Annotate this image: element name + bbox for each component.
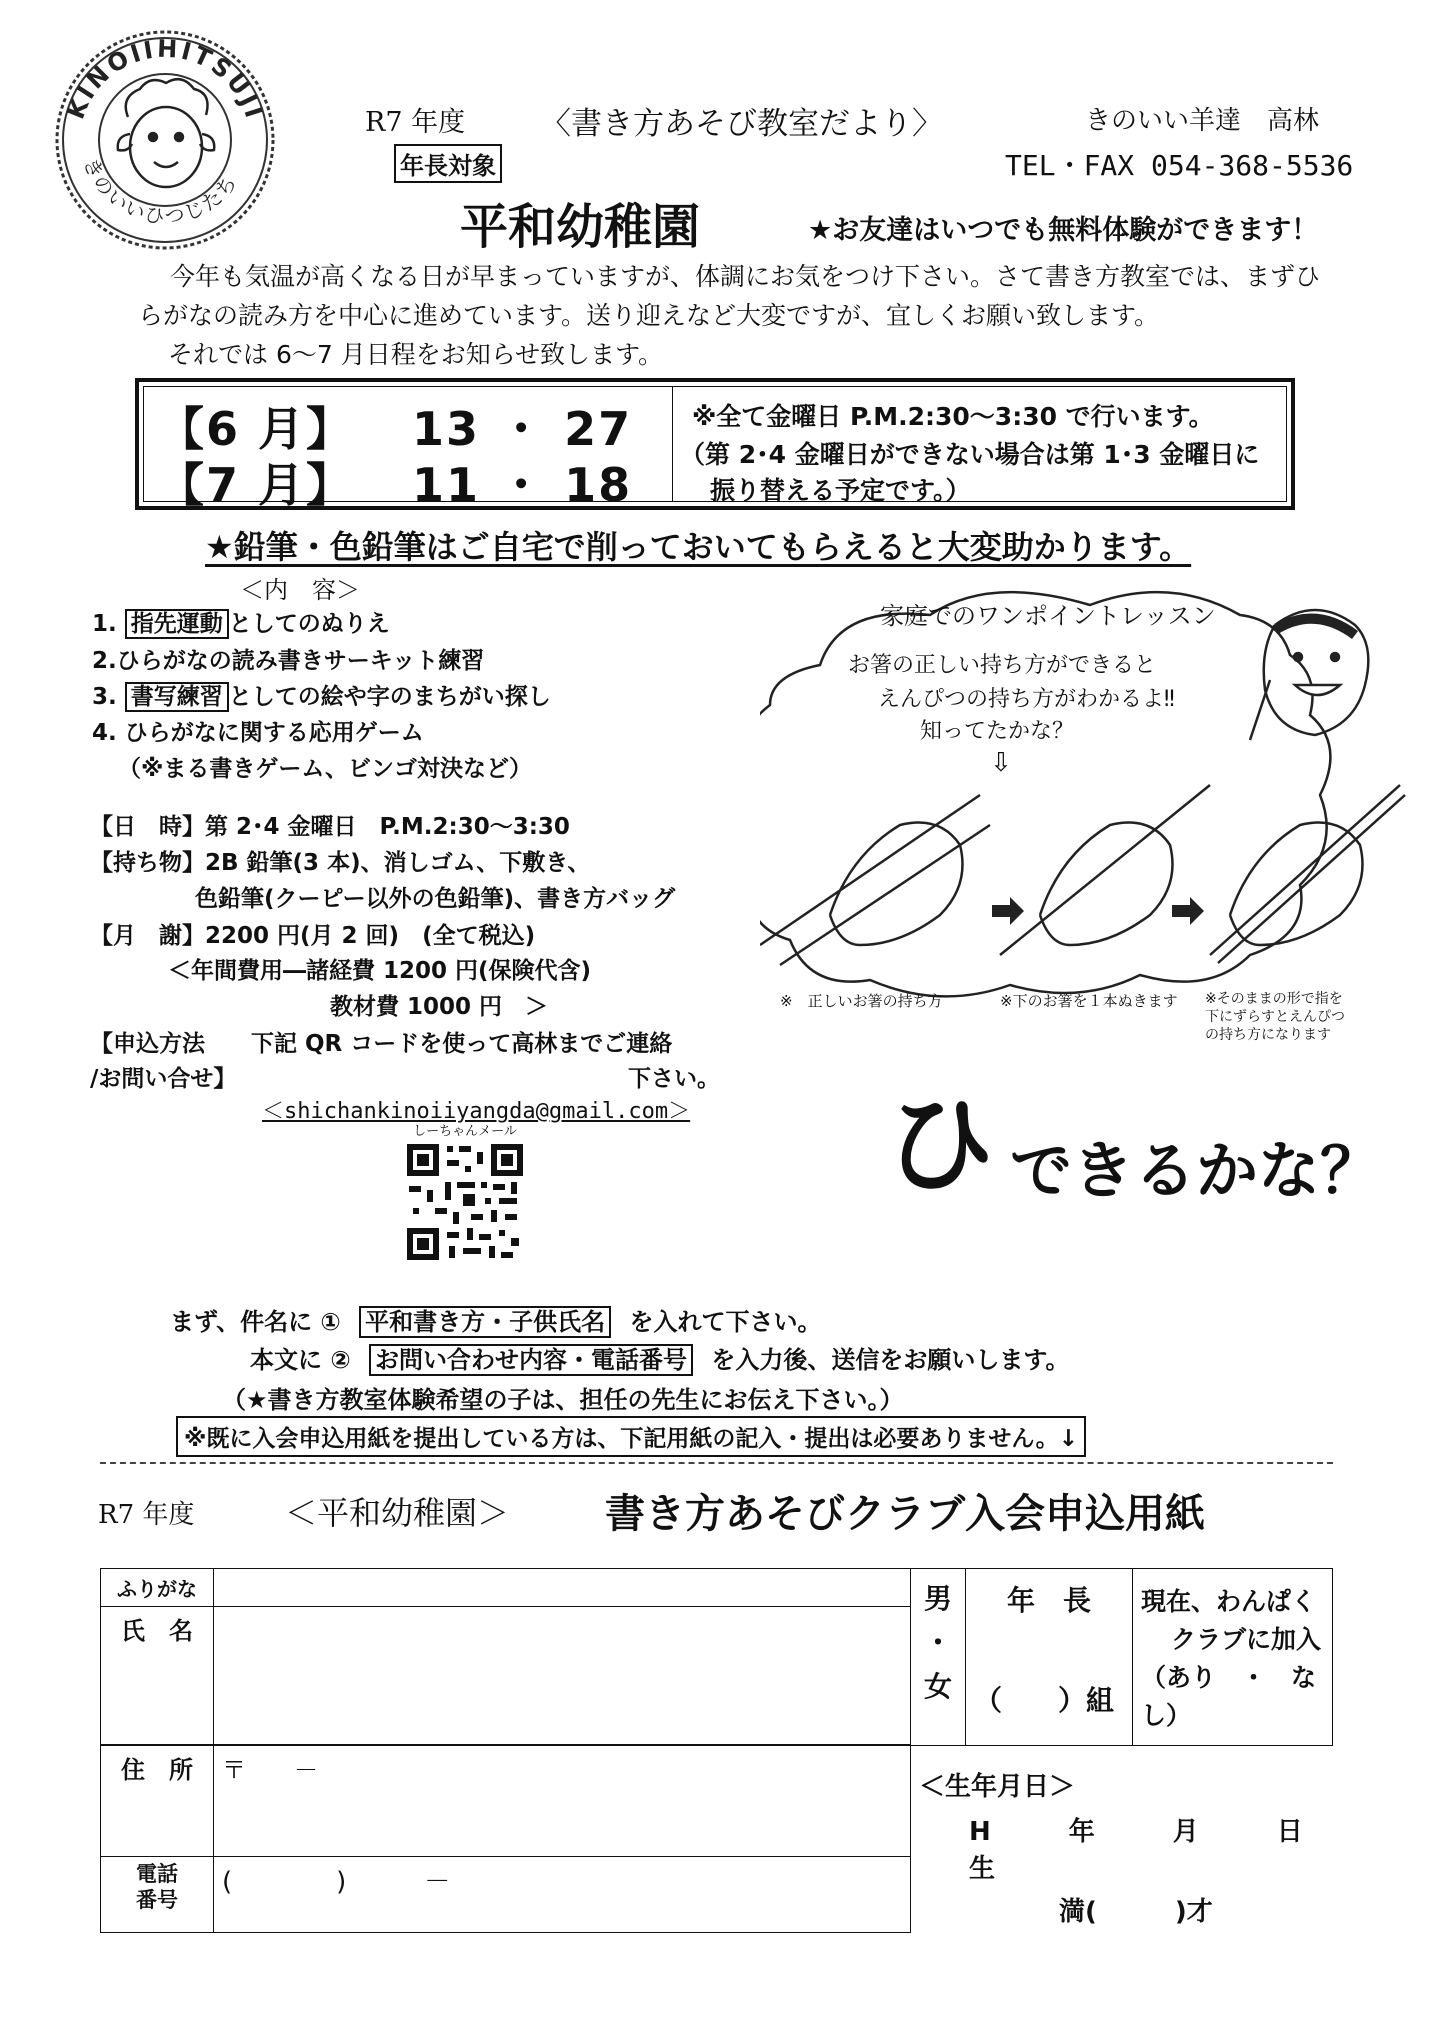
intro-line-2: らがなの読み方を中心に進めています。送り迎えなど大変ですが、宜しくお願い致します。 — [138, 301, 1160, 330]
contents-item-1: 1. 指先運動 としてのぬりえ — [92, 611, 390, 637]
subject-format: 平和書き方・子供氏名 — [359, 1306, 611, 1338]
chopstick-hand-icon — [1000, 785, 1210, 955]
intro-line-3: それでは 6～7 月日程をお知らせ致します。 — [168, 340, 663, 369]
qr-code-icon — [405, 1142, 525, 1262]
already-submitted-notice: ※既に入会申込用紙を提出している方は、下記用紙の記入・提出は必要ありません。↓ — [176, 1416, 1086, 1457]
kindergarten-title: 平和幼稚園 — [460, 199, 701, 255]
contents-heading: ＜内 容＞ — [240, 576, 360, 604]
detail-apply-1: 【申込方法 下記 QR コードを使って高林までご連絡 — [90, 1031, 673, 1057]
pencil-notice: ★鉛筆・色鉛筆はご自宅で削っておいてもらえると大変助かります。 — [205, 528, 1192, 566]
form-year: R7 年度 — [98, 1500, 195, 1530]
furigana-label: ふりがな — [101, 1569, 214, 1607]
lesson-caption-3: ※そのままの形で指を 下にずらすとえんぴつ の持ち方になります — [1205, 991, 1345, 1043]
arrow-right-icon — [992, 897, 1024, 925]
target-badge: 年長対象 — [394, 144, 502, 183]
detail-items-1: 【持ち物】2B 鉛筆(3 本)、消しゴム、下敷き、 — [90, 850, 591, 876]
detail-fee-2: ＜年間費用―諸経費 1200 円(保険代含) — [168, 958, 592, 984]
dekiru-text: できるかな？ — [1010, 1134, 1383, 1207]
stamp-logo — [50, 22, 280, 252]
instruction-line-2: 本文に ② お問い合わせ内容・電話番号 を入力後、送信をお願いします。 — [250, 1346, 1070, 1374]
class-field[interactable]: 年 長 （ ）組 — [966, 1569, 1133, 1746]
birthdate-field[interactable]: ＜生年月日＞ H 年 月 日生 満( )才 — [911, 1746, 1333, 1933]
detail-fee-1: 【月 謝】2200 円(月 2 回) (全て税込) — [90, 923, 536, 949]
schedule-note-3: 振り替える予定です。） — [710, 476, 971, 505]
header-year: R7 年度 — [365, 107, 466, 138]
schedule-month: 【7 月】 — [158, 458, 355, 512]
header-tel: TEL・FAX 054-368-5536 — [1005, 149, 1354, 182]
sheep-icon — [118, 79, 215, 187]
down-arrow-icon: ⇩ — [990, 748, 1012, 778]
name-label: 氏 名 — [101, 1607, 214, 1745]
lesson-caption-2: ※下のお箸を１本ぬきます — [1000, 992, 1178, 1010]
contents-item-4: 4. ひらがなに関する応用ゲーム — [92, 720, 424, 746]
qr-label: しーちゃんメール — [413, 1124, 517, 1139]
form-title: 書き方あそびクラブ入会申込用紙 — [605, 1491, 1205, 1537]
furigana-field[interactable] — [214, 1569, 911, 1607]
address-label: 住 所 — [101, 1746, 214, 1857]
lesson-caption-1: ※ 正しいお箸の持ち方 — [780, 992, 943, 1010]
instruction-line-1: まず、件名に ① 平和書き方・子供氏名 を入れて下さい。 — [170, 1308, 822, 1336]
address-field[interactable]: 〒 － — [214, 1746, 911, 1857]
schedule-row-july — [158, 449, 632, 515]
header-title: 〈書き方あそび教室だより〉 — [540, 106, 943, 142]
schedule-dates: 13 ・ 27 — [412, 402, 633, 456]
svg-text:KINOIIHITSUJI — [62, 35, 269, 124]
detail-apply-2-right: 下さい。 — [628, 1066, 720, 1092]
free-trial-notice: ★お友達はいつでも無料体験ができます！ — [808, 215, 1319, 246]
pencil-hand-icon — [1210, 785, 1405, 963]
name-field[interactable] — [214, 1607, 911, 1745]
chopsticks-hand-icon — [760, 795, 990, 965]
lesson-line-1: お箸の正しい持ち方ができると — [848, 653, 1157, 678]
detail-apply-2-left: /お問い合せ】 — [90, 1066, 237, 1092]
contact-email[interactable]: ＜shichankinoiiyangda@gmail.com＞ — [262, 1099, 691, 1124]
application-form — [100, 1568, 1333, 1927]
lesson-line-3: 知ってたかな？ — [920, 719, 1075, 744]
instruction-line-3: （★書き方教室体験希望の子は、担任の先生にお伝え下さい。） — [222, 1386, 904, 1414]
cut-line — [100, 1462, 1333, 1464]
stamp-bottom-text: きのいいひつじたち — [78, 154, 243, 229]
phone-field[interactable]: ( ) － — [214, 1857, 911, 1932]
stamp-top-text: KINOIIHITSUJI — [61, 34, 269, 124]
boxed-term: 書写練習 — [125, 682, 229, 712]
form-kindergarten: ＜平和幼稚園＞ — [285, 1494, 510, 1532]
schedule-box — [135, 378, 1295, 510]
detail-fee-3: 教材費 1000 円 ＞ — [330, 994, 549, 1020]
arrow-right-icon — [1172, 897, 1204, 925]
intro-line-1: 今年も気温が高くなる日が早まっていますが、体調にお気をつけ下さい。さて書き方教室では、まずひ — [170, 262, 1321, 291]
body-format: お問い合わせ内容・電話番号 — [369, 1344, 693, 1376]
contents-item-3: 3. 書写練習 としての絵や字のまちがい探し — [92, 684, 551, 710]
detail-datetime: 【日 時】第 2･4 金曜日 P.M.2:30～3:30 — [90, 814, 570, 840]
contents-item-4-note: （※まる書きゲーム、ビンゴ対決など） — [118, 756, 533, 782]
detail-items-2: 色鉛筆(クーピー以外の色鉛筆)、書き方バッグ — [195, 886, 676, 912]
boxed-term: 指先運動 — [125, 609, 229, 639]
schedule-month: 【6 月】 — [158, 402, 355, 456]
lesson-title: 家庭でのワンポイントレッスン — [880, 602, 1216, 630]
qr-code-frame[interactable] — [380, 1120, 550, 1290]
schedule-note-2: （第 2･4 金曜日ができない場合は第 1･3 金曜日に — [680, 440, 1260, 469]
phone-label: 電話 番号 — [101, 1857, 214, 1932]
contents-item-2: 2.ひらがなの読み書きサーキット練習 — [92, 648, 485, 674]
header-org: きのいい羊達 高林 — [1085, 106, 1320, 136]
club-membership[interactable]: 現在、わんぱく クラブに加入 （あり ・ なし） — [1133, 1569, 1333, 1746]
lesson-line-2: えんぴつの持ち方がわかるよ‼ — [878, 687, 1175, 712]
gender-select[interactable]: 男 ・ 女 — [911, 1569, 966, 1746]
dekiru-hiragana: ひ — [885, 1080, 995, 1209]
schedule-dates: 11 ・ 18 — [412, 458, 633, 512]
schedule-note-1: ※全て金曜日 P.M.2:30～3:30 で行います。 — [692, 402, 1214, 431]
